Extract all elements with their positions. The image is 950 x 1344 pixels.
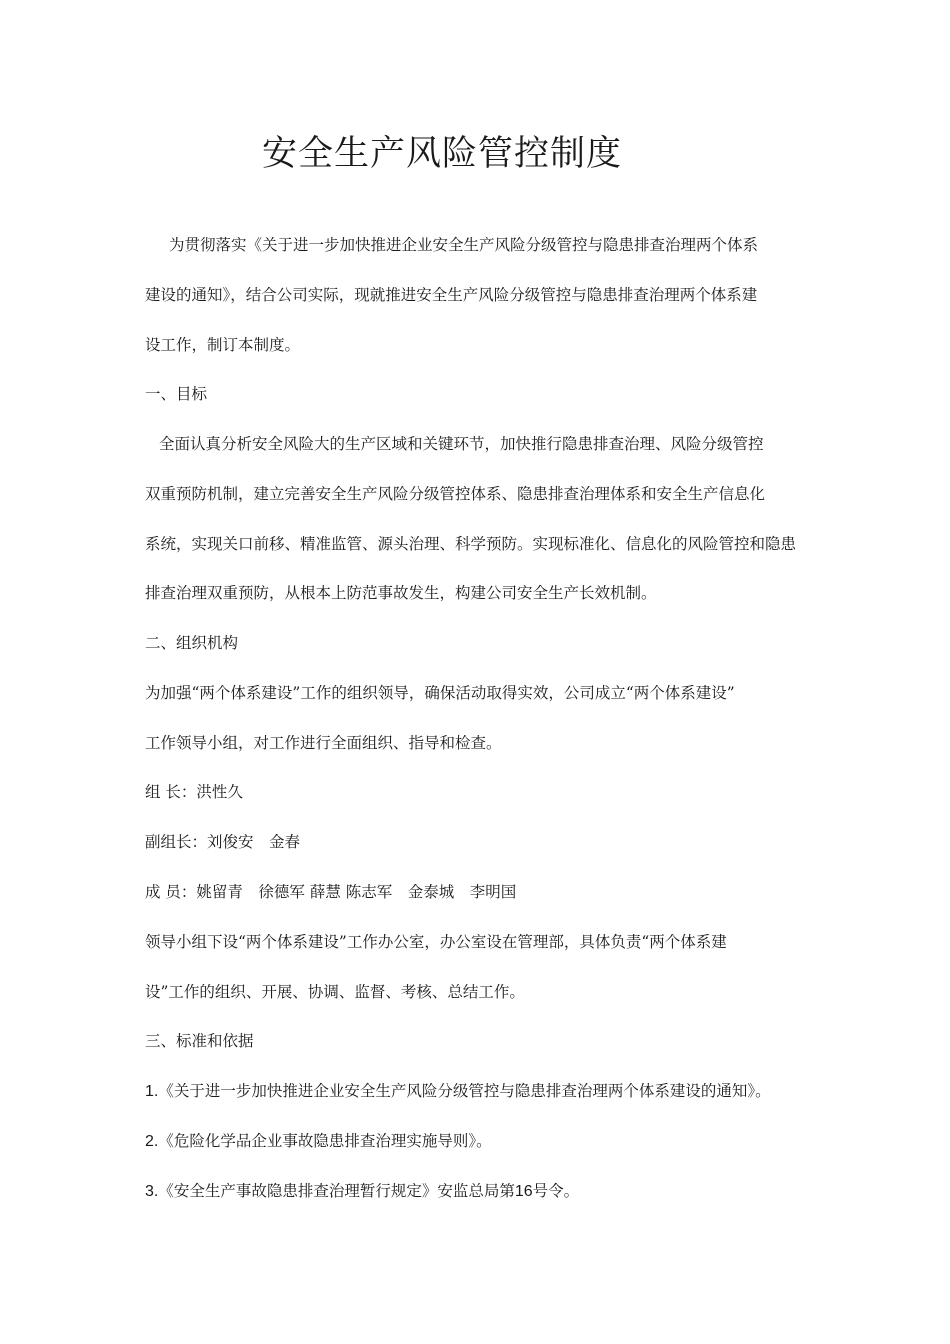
reference-text: 《危险化学品企业事故隐患排查治理实施导则》。: [158, 1132, 492, 1150]
reference-item-2: [145, 1130, 825, 1153]
office-line-1: 领导小组下设“两个体系建设”工作办公室，办公室设在管理部，具体负责“两个体系建: [145, 933, 727, 951]
section1-line-2: 双重预防机制，建立完善安全生产风险分级管控体系、隐患排查治理体系和安全生产信息化: [145, 485, 766, 503]
section2-line-1: 为加强“两个体系建设”工作的组织领导，确保活动取得实效，公司成立“两个体系建设”: [145, 684, 735, 702]
reference-item-3: [145, 1180, 825, 1203]
section1-line-3: 系统，实现关口前移、精准监管、源头治理、科学预防。实现标准化、信息化的风险管控和隐患: [145, 535, 797, 553]
reference-suffix: 号令。: [532, 1182, 580, 1200]
reference-number: 2.: [145, 1133, 159, 1150]
order-number: 16: [514, 1183, 533, 1200]
members-line: 成 员：姚留青 徐德军 薛慧 陈志军 金泰城 李明国: [145, 883, 517, 901]
section1-line-1: 全面认真分析安全风险大的生产区域和关键环节，加快推行隐患排查治理、风险分级管控: [159, 435, 764, 453]
reference-item-1: [145, 1080, 825, 1103]
intro-line-2: 建设的通知》，结合公司实际，现就推进安全生产风险分级管控与隐患排查治理两个体系建: [145, 286, 758, 304]
section3-heading: 三、标准和依据: [145, 1032, 254, 1050]
section2-heading: 二、组织机构: [145, 634, 239, 652]
section1-line-4: 排查治理双重预防，从根本上防范事故发生，构建公司安全生产长效机制。: [145, 584, 657, 602]
document-title: 安全生产风险管控制度: [261, 134, 622, 174]
reference-number: 1.: [145, 1083, 159, 1100]
leader-line: 组 长：洪性久: [145, 783, 243, 801]
reference-text: 《安全生产事故隐患排查治理暂行规定》安监总局第: [158, 1182, 515, 1200]
section2-line-2: 工作领导小组，对工作进行全面组织、指导和检查。: [145, 734, 502, 752]
section1-heading: 一、目标: [145, 385, 208, 403]
intro-line-1: 为贯彻落实《关于进一步加快推进企业安全生产风险分级管控与隐患排查治理两个体系: [169, 236, 759, 254]
deputy-line: 副组长：刘俊安 金春: [145, 833, 301, 851]
reference-number: 3.: [145, 1183, 159, 1200]
office-line-2: 设”工作的组织、开展、协调、监督、考核、总结工作。: [145, 983, 525, 1001]
reference-text: 《关于进一步加快推进企业安全生产风险分级管控与隐患排查治理两个体系建设的通知》。: [158, 1082, 771, 1100]
intro-line-3: 设工作，制订本制度。: [145, 336, 301, 354]
